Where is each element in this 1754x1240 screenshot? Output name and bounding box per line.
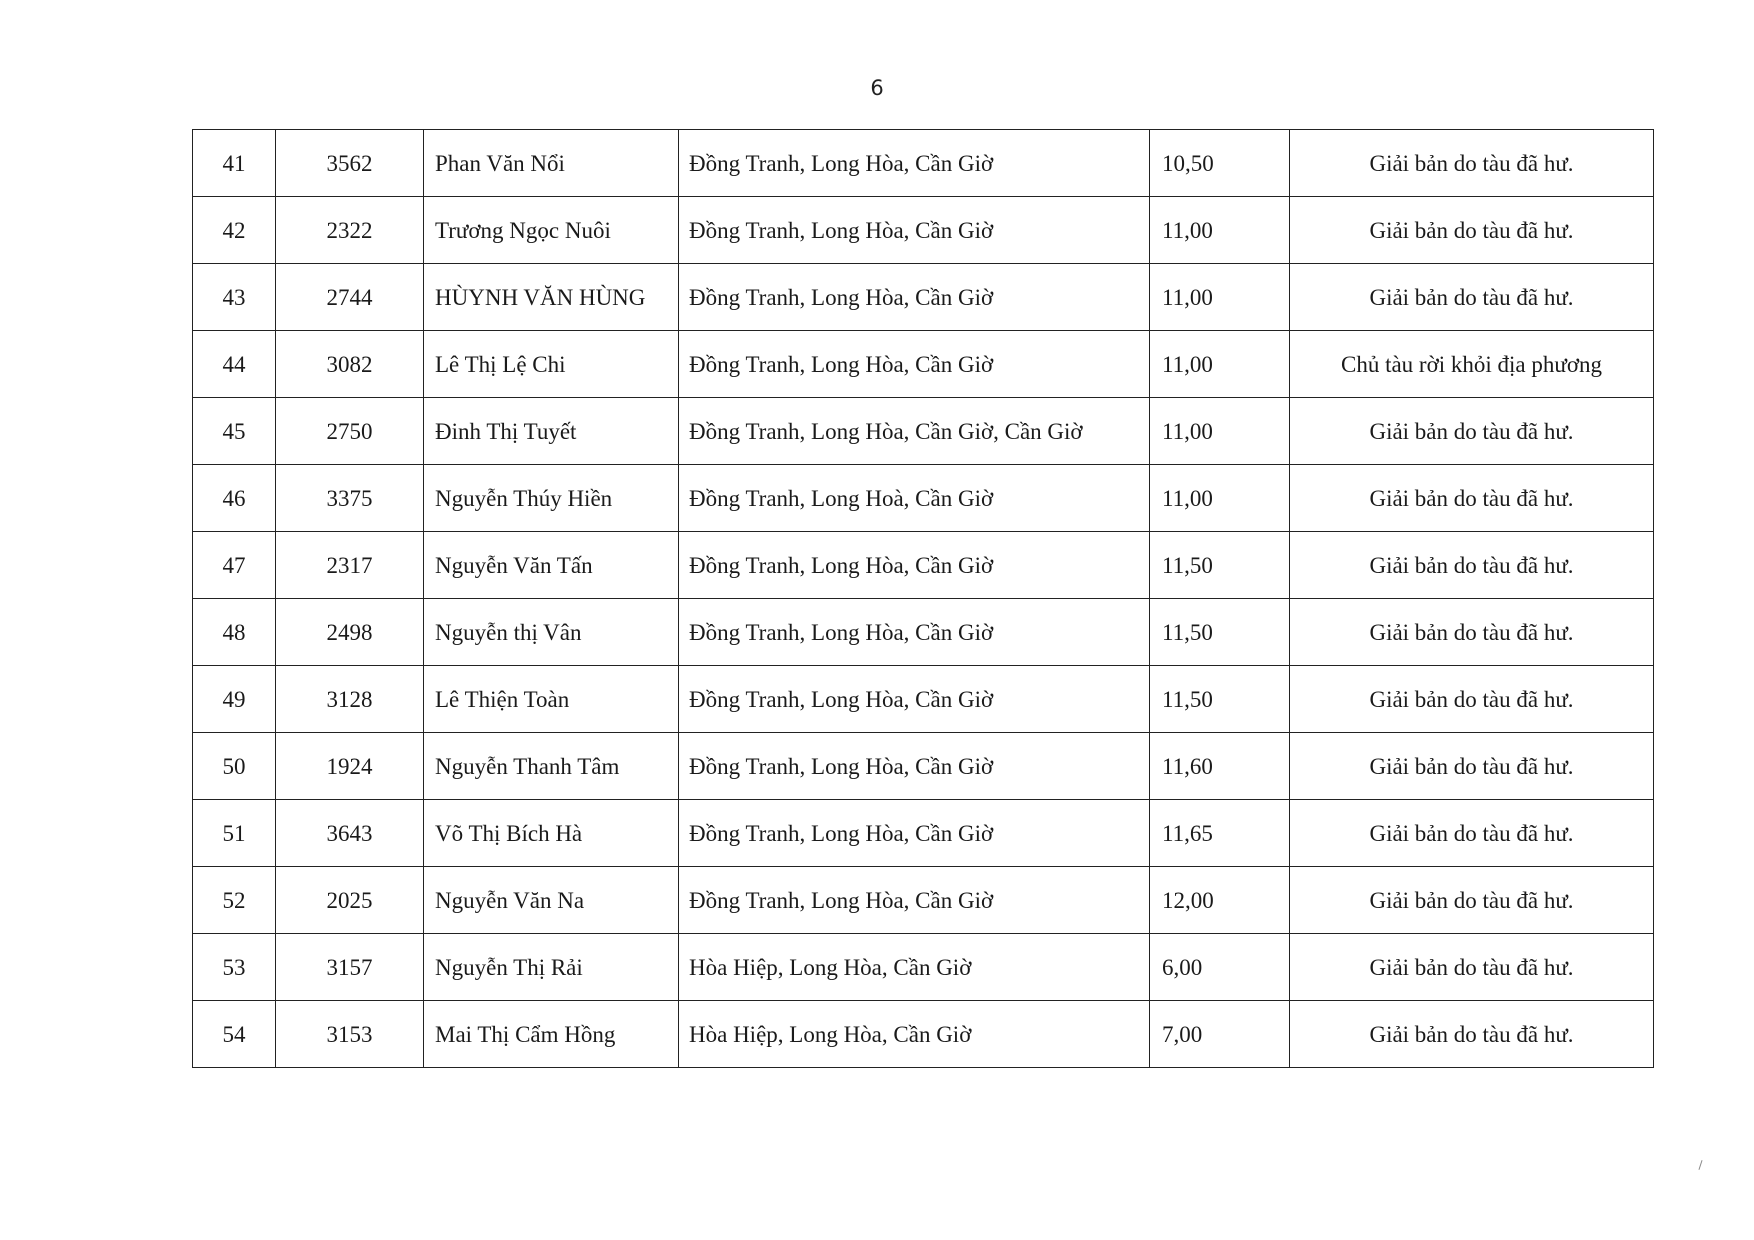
- cell-stt: 52: [193, 867, 276, 934]
- cell-length: 11,00: [1150, 264, 1290, 331]
- cell-owner-name: Trương Ngọc Nuôi: [424, 197, 679, 264]
- cell-owner-name: Nguyễn Văn Na: [424, 867, 679, 934]
- vessel-table: [192, 129, 1654, 1068]
- cell-stt: 54: [193, 1001, 276, 1068]
- cell-registration-number: 1924: [276, 733, 424, 800]
- cell-registration-number: 3157: [276, 934, 424, 1001]
- cell-stt: 41: [193, 130, 276, 197]
- cell-address: Đồng Tranh, Long Hòa, Cần Giờ: [679, 867, 1150, 934]
- cell-note: Giải bản do tàu đã hư.: [1290, 733, 1654, 800]
- cell-address: Đồng Tranh, Long Hòa, Cần Giờ: [679, 532, 1150, 599]
- cell-address: Đồng Tranh, Long Hòa, Cần Giờ: [679, 733, 1150, 800]
- scan-mark: [1698, 1160, 1702, 1170]
- cell-length: 11,00: [1150, 398, 1290, 465]
- cell-registration-number: 2322: [276, 197, 424, 264]
- cell-stt: 47: [193, 532, 276, 599]
- table-row: [193, 666, 1654, 733]
- cell-note: Chủ tàu rời khỏi địa phương: [1290, 331, 1654, 398]
- page-number: 6: [870, 76, 884, 100]
- cell-registration-number: 3082: [276, 331, 424, 398]
- table-row: [193, 532, 1654, 599]
- cell-owner-name: HÙYNH VĂN HÙNG: [424, 264, 679, 331]
- table-row: [193, 934, 1654, 1001]
- cell-owner-name: Nguyễn thị Vân: [424, 599, 679, 666]
- table-row: [193, 197, 1654, 264]
- table-row: [193, 465, 1654, 532]
- cell-address: Đồng Tranh, Long Hoà, Cần Giờ: [679, 465, 1150, 532]
- table-row: [193, 800, 1654, 867]
- cell-note: Giải bản do tàu đã hư.: [1290, 666, 1654, 733]
- cell-address: Đồng Tranh, Long Hòa, Cần Giờ: [679, 800, 1150, 867]
- cell-stt: 46: [193, 465, 276, 532]
- table-row: [193, 867, 1654, 934]
- cell-length: 11,60: [1150, 733, 1290, 800]
- cell-address: Đồng Tranh, Long Hòa, Cần Giờ: [679, 599, 1150, 666]
- cell-note: Giải bản do tàu đã hư.: [1290, 800, 1654, 867]
- table-row: [193, 398, 1654, 465]
- cell-length: 11,50: [1150, 532, 1290, 599]
- table-row: [193, 599, 1654, 666]
- cell-stt: 49: [193, 666, 276, 733]
- cell-note: Giải bản do tàu đã hư.: [1290, 264, 1654, 331]
- cell-registration-number: 3562: [276, 130, 424, 197]
- cell-address: Đồng Tranh, Long Hòa, Cần Giờ: [679, 331, 1150, 398]
- cell-note: Giải bản do tàu đã hư.: [1290, 599, 1654, 666]
- cell-stt: 44: [193, 331, 276, 398]
- table-body: [193, 130, 1654, 1068]
- cell-address: Đồng Tranh, Long Hòa, Cần Giờ: [679, 666, 1150, 733]
- cell-stt: 43: [193, 264, 276, 331]
- cell-owner-name: Võ Thị Bích Hà: [424, 800, 679, 867]
- cell-length: 11,50: [1150, 666, 1290, 733]
- cell-length: 11,50: [1150, 599, 1290, 666]
- cell-note: Giải bản do tàu đã hư.: [1290, 1001, 1654, 1068]
- cell-note: Giải bản do tàu đã hư.: [1290, 197, 1654, 264]
- table-row: [193, 264, 1654, 331]
- cell-address: Đồng Tranh, Long Hòa, Cần Giờ: [679, 197, 1150, 264]
- cell-length: 11,00: [1150, 197, 1290, 264]
- cell-note: Giải bản do tàu đã hư.: [1290, 532, 1654, 599]
- cell-address: Đồng Tranh, Long Hòa, Cần Giờ: [679, 130, 1150, 197]
- cell-registration-number: 2498: [276, 599, 424, 666]
- cell-note: Giải bản do tàu đã hư.: [1290, 934, 1654, 1001]
- cell-stt: 42: [193, 197, 276, 264]
- cell-length: 11,65: [1150, 800, 1290, 867]
- cell-stt: 53: [193, 934, 276, 1001]
- cell-owner-name: Nguyễn Văn Tấn: [424, 532, 679, 599]
- cell-address: Đồng Tranh, Long Hòa, Cần Giờ, Cần Giờ: [679, 398, 1150, 465]
- cell-note: Giải bản do tàu đã hư.: [1290, 398, 1654, 465]
- cell-stt: 51: [193, 800, 276, 867]
- cell-registration-number: 2744: [276, 264, 424, 331]
- cell-owner-name: Lê Thiện Toàn: [424, 666, 679, 733]
- cell-length: 11,00: [1150, 465, 1290, 532]
- cell-note: Giải bản do tàu đã hư.: [1290, 130, 1654, 197]
- cell-address: Hòa Hiệp, Long Hòa, Cần Giờ: [679, 1001, 1150, 1068]
- cell-owner-name: Đinh Thị Tuyết: [424, 398, 679, 465]
- cell-stt: 50: [193, 733, 276, 800]
- table-row: [193, 1001, 1654, 1068]
- table-row: [193, 331, 1654, 398]
- table-row: [193, 733, 1654, 800]
- cell-length: 6,00: [1150, 934, 1290, 1001]
- cell-note: Giải bản do tàu đã hư.: [1290, 867, 1654, 934]
- cell-owner-name: Mai Thị Cẩm Hồng: [424, 1001, 679, 1068]
- cell-address: Đồng Tranh, Long Hòa, Cần Giờ: [679, 264, 1150, 331]
- cell-owner-name: Nguyễn Thị Rải: [424, 934, 679, 1001]
- table-row: [193, 130, 1654, 197]
- cell-owner-name: Lê Thị Lệ Chi: [424, 331, 679, 398]
- cell-note: Giải bản do tàu đã hư.: [1290, 465, 1654, 532]
- cell-stt: 45: [193, 398, 276, 465]
- cell-owner-name: Nguyễn Thúy Hiền: [424, 465, 679, 532]
- cell-registration-number: 3643: [276, 800, 424, 867]
- cell-owner-name: Nguyễn Thanh Tâm: [424, 733, 679, 800]
- cell-length: 11,00: [1150, 331, 1290, 398]
- cell-length: 7,00: [1150, 1001, 1290, 1068]
- cell-stt: 48: [193, 599, 276, 666]
- cell-registration-number: 2750: [276, 398, 424, 465]
- cell-length: 10,50: [1150, 130, 1290, 197]
- cell-owner-name: Phan Văn Nổi: [424, 130, 679, 197]
- cell-registration-number: 2317: [276, 532, 424, 599]
- cell-length: 12,00: [1150, 867, 1290, 934]
- cell-registration-number: 2025: [276, 867, 424, 934]
- cell-registration-number: 3375: [276, 465, 424, 532]
- cell-address: Hòa Hiệp, Long Hòa, Cần Giờ: [679, 934, 1150, 1001]
- cell-registration-number: 3128: [276, 666, 424, 733]
- cell-registration-number: 3153: [276, 1001, 424, 1068]
